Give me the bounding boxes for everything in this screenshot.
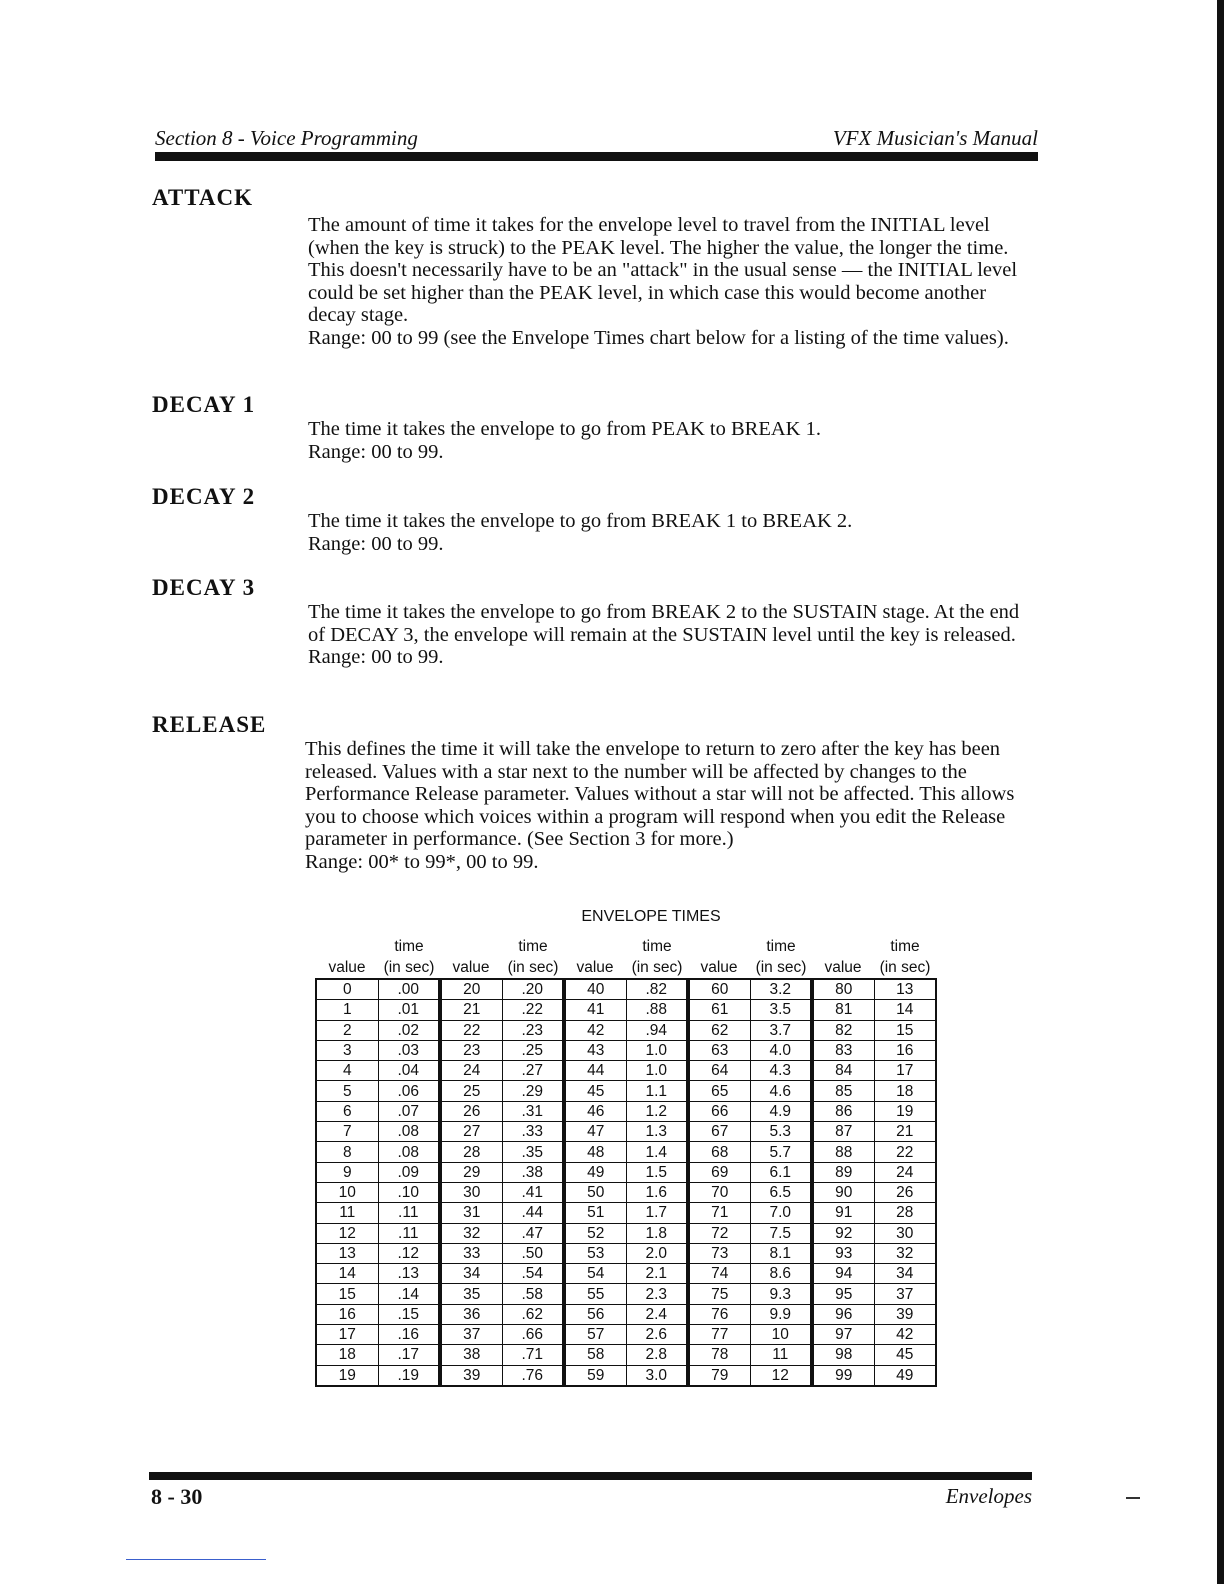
value-cell: 44 <box>564 1061 626 1081</box>
value-cell: 8 <box>316 1142 378 1162</box>
time-cell: .10 <box>378 1182 440 1202</box>
param-range: Range: 00* to 99*, 00 to 99. <box>305 850 539 873</box>
time-cell: 22 <box>874 1142 936 1162</box>
time-cell: 11 <box>750 1345 812 1365</box>
time-cell: 10 <box>750 1325 812 1345</box>
table-row <box>316 1081 936 1101</box>
table-row <box>316 1182 936 1202</box>
value-cell: 20 <box>440 979 502 1000</box>
value-cell: 60 <box>688 979 750 1000</box>
scan-mark <box>1126 1497 1140 1499</box>
time-cell: 4.6 <box>750 1081 812 1101</box>
value-cell: 6 <box>316 1101 378 1121</box>
value-cell: 98 <box>812 1345 874 1365</box>
time-cell: .08 <box>378 1142 440 1162</box>
param-description: The amount of time it takes for the envelope level to travel from the INITIAL level (when the key is struck) to the PEAK level. The higher the value, the longer the time. This doesn't necessarily have to be an "attack" in the usual sense — the INITIAL level could be set higher than the PEAK level, in which case this would become another decay stage. <box>308 214 1018 327</box>
time-cell: 34 <box>874 1264 936 1284</box>
footer-topic: Envelopes <box>945 1484 1032 1508</box>
time-cell: .09 <box>378 1162 440 1182</box>
time-cell: 4.9 <box>750 1101 812 1121</box>
time-cell: 16 <box>874 1040 936 1060</box>
table-row <box>316 1365 936 1386</box>
value-cell: 15 <box>316 1284 378 1304</box>
time-cell: 3.5 <box>750 1000 812 1020</box>
value-cell: 94 <box>812 1264 874 1284</box>
time-cell: 2.4 <box>626 1304 688 1324</box>
time-cell: 1.3 <box>626 1122 688 1142</box>
value-cell: 63 <box>688 1040 750 1060</box>
time-cell: 2.3 <box>626 1284 688 1304</box>
value-cell: 68 <box>688 1142 750 1162</box>
time-cell: 21 <box>874 1122 936 1142</box>
time-cell: 26 <box>874 1182 936 1202</box>
time-cell: 1.0 <box>626 1061 688 1081</box>
value-cell: 5 <box>316 1081 378 1101</box>
time-cell: .35 <box>502 1142 564 1162</box>
value-cell: 88 <box>812 1142 874 1162</box>
time-cell: 1.4 <box>626 1142 688 1162</box>
table-title: ENVELOPE TIMES <box>581 908 721 925</box>
table-row <box>316 1325 936 1345</box>
value-cell: 39 <box>440 1365 502 1386</box>
time-cell: 3.7 <box>750 1020 812 1040</box>
table-row <box>316 1345 936 1365</box>
value-cell: 99 <box>812 1365 874 1386</box>
time-cell: .00 <box>378 979 440 1000</box>
param-description: The time it takes the envelope to go from PEAK to BREAK 1. <box>308 418 821 440</box>
time-cell: 7.0 <box>750 1203 812 1223</box>
column-header-unit <box>316 936 378 957</box>
scan-line <box>126 1559 266 1560</box>
time-cell: 14 <box>874 1000 936 1020</box>
column-header: (in sec) <box>755 959 807 976</box>
value-cell: 48 <box>564 1142 626 1162</box>
value-cell: 14 <box>316 1264 378 1284</box>
value-cell: 2 <box>316 1020 378 1040</box>
time-cell: .31 <box>502 1101 564 1121</box>
time-cell: .50 <box>502 1243 564 1263</box>
value-cell: 46 <box>564 1101 626 1121</box>
column-header: (in sec) <box>879 959 931 976</box>
table-row <box>316 1284 936 1304</box>
column-header: value <box>452 959 490 976</box>
time-cell: .16 <box>378 1325 440 1345</box>
column-header: value <box>576 959 614 976</box>
param-range: Range: 00 to 99. <box>308 532 444 555</box>
time-cell: 32 <box>874 1243 936 1263</box>
time-cell: .88 <box>626 1000 688 1020</box>
value-cell: 41 <box>564 1000 626 1020</box>
table-row <box>316 1040 936 1060</box>
value-cell: 42 <box>564 1020 626 1040</box>
time-cell: 39 <box>874 1304 936 1324</box>
time-cell: 18 <box>874 1081 936 1101</box>
value-cell: 57 <box>564 1325 626 1345</box>
table-row <box>316 1142 936 1162</box>
value-cell: 11 <box>316 1203 378 1223</box>
value-cell: 37 <box>440 1325 502 1345</box>
time-cell: .13 <box>378 1264 440 1284</box>
value-cell: 18 <box>316 1345 378 1365</box>
page-number: 8 - 30 <box>151 1484 203 1509</box>
value-cell: 78 <box>688 1345 750 1365</box>
column-header-unit <box>440 936 502 957</box>
column-header: (in sec) <box>507 959 559 976</box>
column-header-unit: time <box>766 938 796 955</box>
value-cell: 52 <box>564 1223 626 1243</box>
value-cell: 43 <box>564 1040 626 1060</box>
value-cell: 73 <box>688 1243 750 1263</box>
value-cell: 3 <box>316 1040 378 1060</box>
time-cell: 37 <box>874 1284 936 1304</box>
param-text-decay-2 <box>308 510 1038 555</box>
value-cell: 87 <box>812 1122 874 1142</box>
table-body <box>316 979 936 1386</box>
time-cell: 1.5 <box>626 1162 688 1182</box>
table-row <box>316 1203 936 1223</box>
time-cell: 1.8 <box>626 1223 688 1243</box>
time-cell: 13 <box>874 979 936 1000</box>
table-row <box>316 1122 936 1142</box>
value-cell: 91 <box>812 1203 874 1223</box>
footer-rule <box>149 1472 1032 1480</box>
time-cell: .47 <box>502 1223 564 1243</box>
time-cell: .58 <box>502 1284 564 1304</box>
table-row <box>316 1000 936 1020</box>
value-cell: 55 <box>564 1284 626 1304</box>
time-cell: 2.0 <box>626 1243 688 1263</box>
value-cell: 19 <box>316 1365 378 1386</box>
value-cell: 84 <box>812 1061 874 1081</box>
value-cell: 28 <box>440 1142 502 1162</box>
table-row <box>316 1162 936 1182</box>
value-cell: 65 <box>688 1081 750 1101</box>
value-cell: 61 <box>688 1000 750 1020</box>
value-cell: 95 <box>812 1284 874 1304</box>
value-cell: 53 <box>564 1243 626 1263</box>
column-header: value <box>700 959 738 976</box>
value-cell: 40 <box>564 979 626 1000</box>
value-cell: 45 <box>564 1081 626 1101</box>
value-cell: 62 <box>688 1020 750 1040</box>
time-cell: 1.6 <box>626 1182 688 1202</box>
param-label-attack: ATTACK <box>152 185 253 210</box>
value-cell: 16 <box>316 1304 378 1324</box>
time-cell: .20 <box>502 979 564 1000</box>
value-cell: 35 <box>440 1284 502 1304</box>
time-cell: 24 <box>874 1162 936 1182</box>
value-cell: 97 <box>812 1325 874 1345</box>
value-cell: 49 <box>564 1162 626 1182</box>
time-cell: 6.1 <box>750 1162 812 1182</box>
envelope-times-table <box>315 936 937 1387</box>
time-cell: .25 <box>502 1040 564 1060</box>
value-cell: 51 <box>564 1203 626 1223</box>
param-range: Range: 00 to 99 (see the Envelope Times chart below for a listing of the time values). <box>308 326 1009 349</box>
time-cell: 6.5 <box>750 1182 812 1202</box>
value-cell: 93 <box>812 1243 874 1263</box>
value-cell: 86 <box>812 1101 874 1121</box>
value-cell: 79 <box>688 1365 750 1386</box>
time-cell: 1.2 <box>626 1101 688 1121</box>
time-cell: .02 <box>378 1020 440 1040</box>
value-cell: 21 <box>440 1000 502 1020</box>
value-cell: 30 <box>440 1182 502 1202</box>
value-cell: 90 <box>812 1182 874 1202</box>
table-header-row <box>316 957 936 979</box>
time-cell: .54 <box>502 1264 564 1284</box>
column-header: value <box>328 959 366 976</box>
table-row <box>316 1264 936 1284</box>
time-cell: 8.1 <box>750 1243 812 1263</box>
time-cell: 8.6 <box>750 1264 812 1284</box>
column-header: (in sec) <box>383 959 435 976</box>
time-cell: 1.1 <box>626 1081 688 1101</box>
time-cell: 2.8 <box>626 1345 688 1365</box>
time-cell: .15 <box>378 1304 440 1324</box>
value-cell: 67 <box>688 1122 750 1142</box>
value-cell: 24 <box>440 1061 502 1081</box>
time-cell: .82 <box>626 979 688 1000</box>
value-cell: 59 <box>564 1365 626 1386</box>
time-cell: 1.7 <box>626 1203 688 1223</box>
time-cell: .44 <box>502 1203 564 1223</box>
time-cell: .66 <box>502 1325 564 1345</box>
time-cell: .71 <box>502 1345 564 1365</box>
time-cell: .41 <box>502 1182 564 1202</box>
column-header: (in sec) <box>631 959 683 976</box>
value-cell: 77 <box>688 1325 750 1345</box>
time-cell: 3.2 <box>750 979 812 1000</box>
time-cell: 2.6 <box>626 1325 688 1345</box>
column-header-unit: time <box>890 938 920 955</box>
value-cell: 12 <box>316 1223 378 1243</box>
value-cell: 29 <box>440 1162 502 1182</box>
scan-edge-bar <box>1217 0 1224 1584</box>
value-cell: 34 <box>440 1264 502 1284</box>
value-cell: 82 <box>812 1020 874 1040</box>
table-row <box>316 1304 936 1324</box>
value-cell: 64 <box>688 1061 750 1081</box>
table-row <box>316 1061 936 1081</box>
param-range: Range: 00 to 99. <box>308 646 444 669</box>
column-header-unit: time <box>394 938 424 955</box>
value-cell: 31 <box>440 1203 502 1223</box>
table-header-row <box>316 936 936 957</box>
value-cell: 89 <box>812 1162 874 1182</box>
time-cell: 5.3 <box>750 1122 812 1142</box>
param-text-release <box>305 738 1040 874</box>
value-cell: 80 <box>812 979 874 1000</box>
time-cell: .22 <box>502 1000 564 1020</box>
value-cell: 0 <box>316 979 378 1000</box>
value-cell: 74 <box>688 1264 750 1284</box>
time-cell: 17 <box>874 1061 936 1081</box>
value-cell: 38 <box>440 1345 502 1365</box>
time-cell: .04 <box>378 1061 440 1081</box>
time-cell: .94 <box>626 1020 688 1040</box>
time-cell: 4.3 <box>750 1061 812 1081</box>
time-cell: 9.9 <box>750 1304 812 1324</box>
time-cell: .33 <box>502 1122 564 1142</box>
value-cell: 13 <box>316 1243 378 1263</box>
value-cell: 26 <box>440 1101 502 1121</box>
time-cell: .14 <box>378 1284 440 1304</box>
value-cell: 70 <box>688 1182 750 1202</box>
value-cell: 83 <box>812 1040 874 1060</box>
param-text-attack <box>308 214 1038 350</box>
time-cell: 9.3 <box>750 1284 812 1304</box>
value-cell: 58 <box>564 1345 626 1365</box>
time-cell: .11 <box>378 1203 440 1223</box>
param-label-decay-3: DECAY 3 <box>152 575 256 600</box>
header-rule <box>155 152 1038 161</box>
column-header: value <box>824 959 862 976</box>
time-cell: .29 <box>502 1081 564 1101</box>
time-cell: 19 <box>874 1101 936 1121</box>
param-text-decay-1 <box>308 418 1038 463</box>
time-cell: .23 <box>502 1020 564 1040</box>
param-label-decay-1: DECAY 1 <box>152 392 256 417</box>
value-cell: 85 <box>812 1081 874 1101</box>
table-row <box>316 1101 936 1121</box>
time-cell: .62 <box>502 1304 564 1324</box>
column-header-unit <box>688 936 750 957</box>
value-cell: 36 <box>440 1304 502 1324</box>
value-cell: 96 <box>812 1304 874 1324</box>
value-cell: 66 <box>688 1101 750 1121</box>
header-section-title: Section 8 - Voice Programming <box>155 126 418 150</box>
time-cell: .27 <box>502 1061 564 1081</box>
value-cell: 54 <box>564 1264 626 1284</box>
time-cell: 4.0 <box>750 1040 812 1060</box>
value-cell: 33 <box>440 1243 502 1263</box>
time-cell: 7.5 <box>750 1223 812 1243</box>
param-label-release: RELEASE <box>152 712 267 737</box>
time-cell: .08 <box>378 1122 440 1142</box>
value-cell: 50 <box>564 1182 626 1202</box>
value-cell: 9 <box>316 1162 378 1182</box>
time-cell: 45 <box>874 1345 936 1365</box>
value-cell: 71 <box>688 1203 750 1223</box>
table-row <box>316 1020 936 1040</box>
time-cell: .11 <box>378 1223 440 1243</box>
value-cell: 7 <box>316 1122 378 1142</box>
value-cell: 27 <box>440 1122 502 1142</box>
time-cell: .17 <box>378 1345 440 1365</box>
param-description: This defines the time it will take the envelope to return to zero after the key has been released. Values with a star next to the number will be affected by changes to the Performance Release parameter. Values without a star will not be affected. This allows you to choose which voices within a program will respond when you edit the Release parameter in performance. (See Section 3 for more.) <box>305 738 1015 851</box>
time-cell: 3.0 <box>626 1365 688 1386</box>
time-cell: 5.7 <box>750 1142 812 1162</box>
value-cell: 32 <box>440 1223 502 1243</box>
param-range: Range: 00 to 99. <box>308 440 444 463</box>
time-cell: .12 <box>378 1243 440 1263</box>
value-cell: 4 <box>316 1061 378 1081</box>
time-cell: 15 <box>874 1020 936 1040</box>
value-cell: 81 <box>812 1000 874 1020</box>
value-cell: 1 <box>316 1000 378 1020</box>
time-cell: 49 <box>874 1365 936 1386</box>
time-cell: .07 <box>378 1101 440 1121</box>
value-cell: 23 <box>440 1040 502 1060</box>
value-cell: 69 <box>688 1162 750 1182</box>
time-cell: .03 <box>378 1040 440 1060</box>
value-cell: 72 <box>688 1223 750 1243</box>
value-cell: 10 <box>316 1182 378 1202</box>
time-cell: 42 <box>874 1325 936 1345</box>
param-text-decay-3 <box>308 601 1038 669</box>
table-row <box>316 1223 936 1243</box>
time-cell: 12 <box>750 1365 812 1386</box>
table-row <box>316 979 936 1000</box>
time-cell: 1.0 <box>626 1040 688 1060</box>
time-cell: .06 <box>378 1081 440 1101</box>
value-cell: 25 <box>440 1081 502 1101</box>
value-cell: 47 <box>564 1122 626 1142</box>
column-header-unit: time <box>642 938 672 955</box>
param-description: The time it takes the envelope to go from BREAK 1 to BREAK 2. <box>308 510 853 532</box>
time-cell: .38 <box>502 1162 564 1182</box>
time-cell: .01 <box>378 1000 440 1020</box>
time-cell: 28 <box>874 1203 936 1223</box>
param-description: The time it takes the envelope to go from BREAK 2 to the SUSTAIN stage. At the end of DECAY 3, the envelope will remain at the SUSTAIN level until the key is released. <box>308 601 1020 646</box>
value-cell: 17 <box>316 1325 378 1345</box>
column-header-unit <box>564 936 626 957</box>
value-cell: 76 <box>688 1304 750 1324</box>
column-header-unit: time <box>518 938 548 955</box>
table-row <box>316 1243 936 1263</box>
value-cell: 92 <box>812 1223 874 1243</box>
value-cell: 56 <box>564 1304 626 1324</box>
value-cell: 22 <box>440 1020 502 1040</box>
column-header-unit <box>812 936 874 957</box>
time-cell: 2.1 <box>626 1264 688 1284</box>
time-cell: 30 <box>874 1223 936 1243</box>
value-cell: 75 <box>688 1284 750 1304</box>
time-cell: .19 <box>378 1365 440 1386</box>
param-label-decay-2: DECAY 2 <box>152 484 256 509</box>
time-cell: .76 <box>502 1365 564 1386</box>
header-manual-title: VFX Musician's Manual <box>832 126 1038 150</box>
